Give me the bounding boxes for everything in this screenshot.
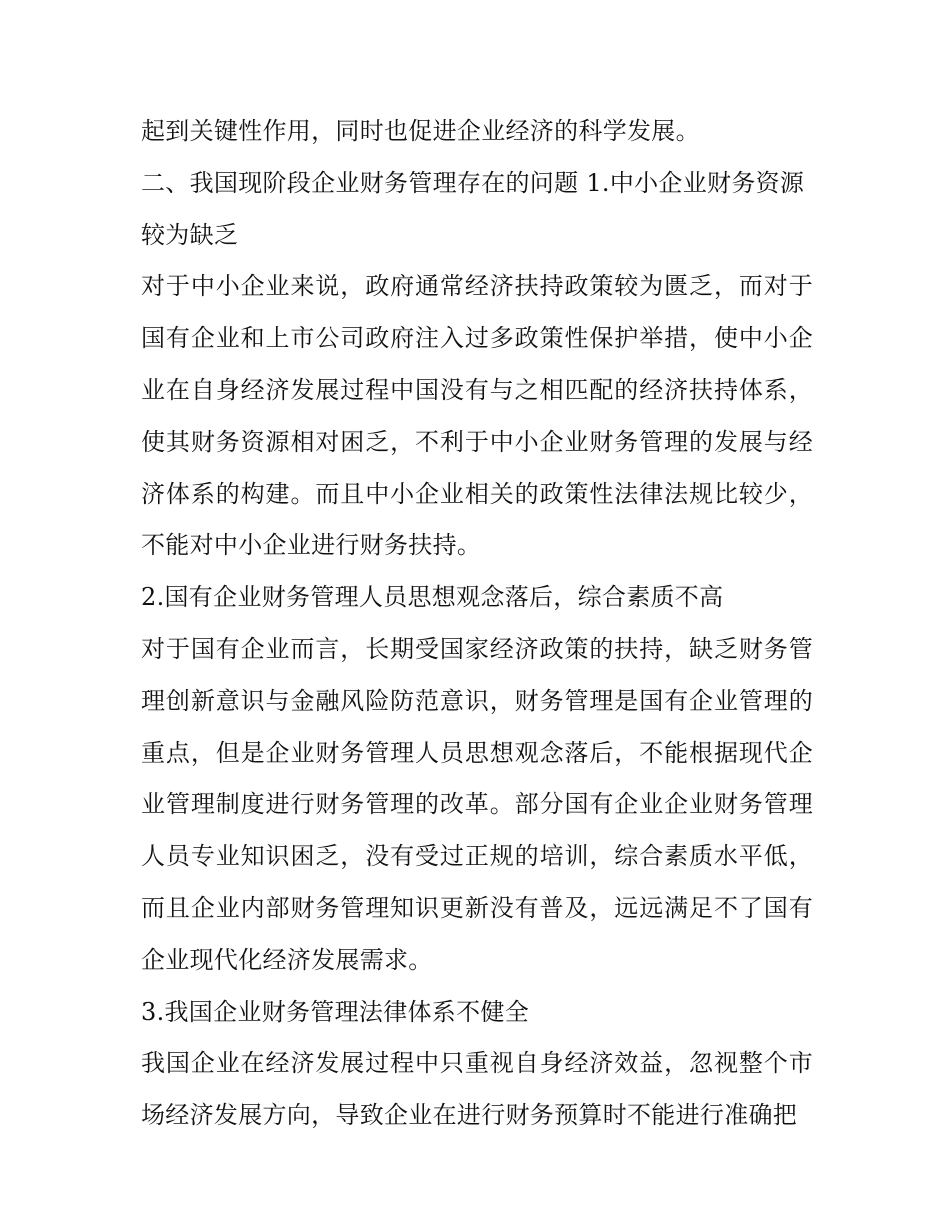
subheading-soe-staff: 2.国有企业财务管理人员思想观念落后，综合素质不高 [141, 583, 724, 612]
subheading-legal-system: 3.我国企业财务管理法律体系不健全 [141, 997, 529, 1026]
section-heading-problems: 二、我国现阶段企业财务管理存在的问题 1.中小企业财务资源较为缺乏 [141, 168, 805, 249]
paragraph-sme-resources: 对于中小企业来说，政府通常经济扶持政策较为匮乏，而对于国有企业和上市公司政府注入过多政策性保护举措，使中小企业在自身经济发展过程中国没有与之相匹配的经济扶持体系，使其财务资源相对困乏，不利于中小企业财务管理的发展与经济体系的构建。而且中小企业相关的政策性法律法规比较少，不能对中小企业进行财务扶持。 [141, 272, 813, 560]
paragraph-soe-staff: 对于国有企业而言，长期受国家经济政策的扶持，缺乏财务管理创新意识与金融风险防范意识，财务管理是国有企业管理的重点，但是企业财务管理人员思想观念落后，不能根据现代企业管理制度进行财务管理的改革。部分国有企业企业财务管理人员专业知识困乏，没有受过正规的培训，综合素质水平低，而且企业内部财务管理知识更新没有普及，远远满足不了国有企业现代化经济发展需求。 [141, 634, 813, 974]
document-body [141, 106, 813, 1142]
paragraph-intro-end: 起到关键性作用，同时也促进企业经济的科学发展。 [141, 117, 700, 145]
paragraph-legal-system: 我国企业在经济发展过程中只重视自身经济效益，忽视整个市场经济发展方向，导致企业在进行财务预算时不能进行准确把 [141, 1049, 813, 1130]
